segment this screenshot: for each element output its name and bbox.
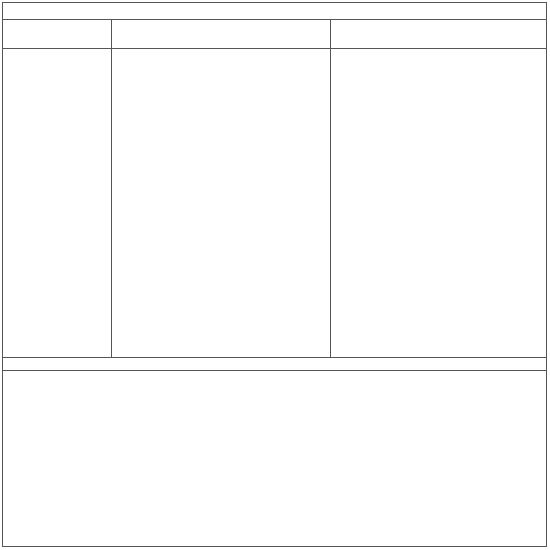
ugr-glare-table — [2, 2, 547, 547]
c90-header — [330, 20, 546, 48]
table-title — [3, 3, 546, 20]
column-header — [3, 20, 546, 49]
area-dimensions-header — [3, 20, 111, 48]
footer-note — [3, 371, 546, 383]
variation-title — [3, 358, 546, 371]
ugr-values-body — [3, 49, 546, 358]
c0-header — [111, 20, 330, 48]
